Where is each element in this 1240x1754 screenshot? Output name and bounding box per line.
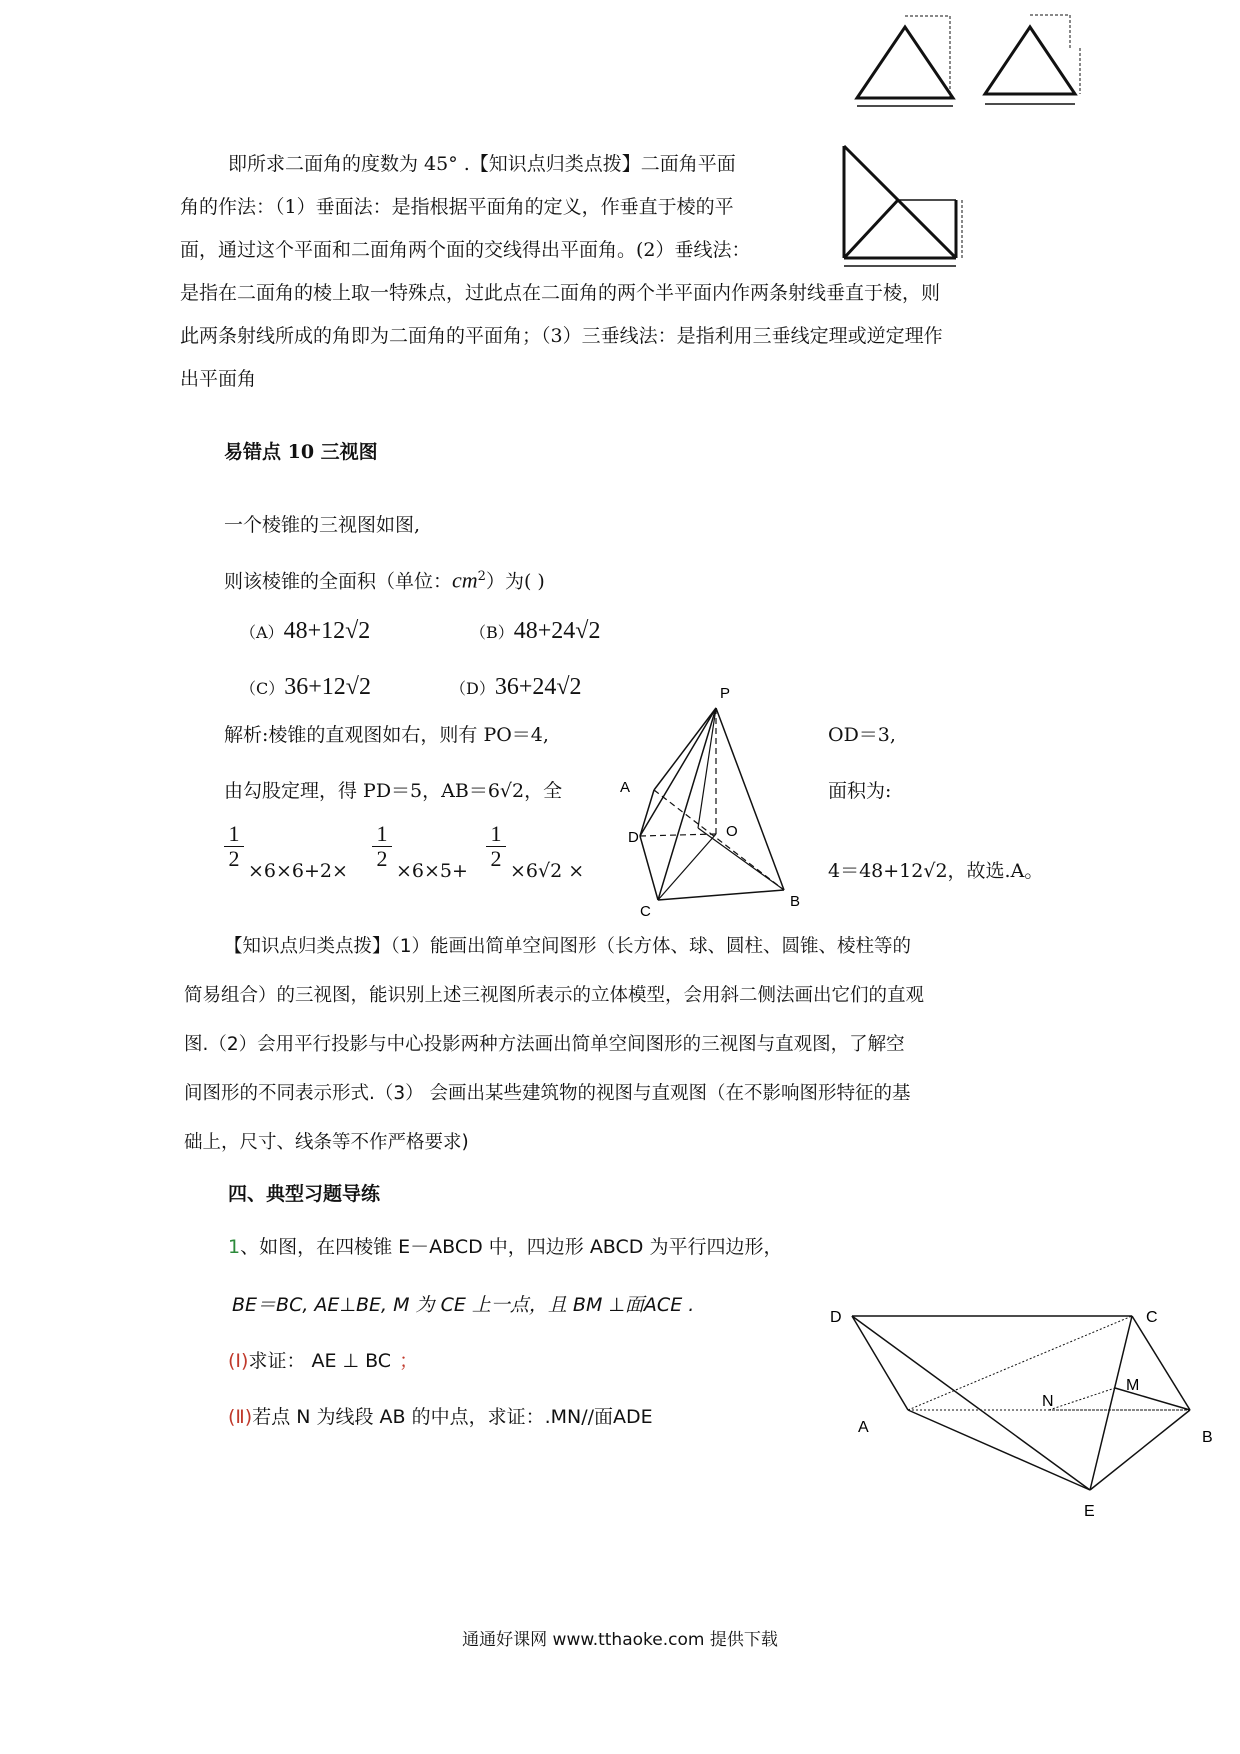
label-p: P (720, 685, 731, 702)
solution-line-3-part-3: ×6√2 × (510, 860, 585, 882)
fraction-2-numerator: 1 (376, 821, 388, 846)
fraction-2-denominator: 2 (376, 846, 388, 871)
top-paragraph-line-3: 面，通过这个平面和二面角两个面的交线得出平面角。(2）垂线法： (180, 239, 751, 261)
top-paragraph-line-5: 此两条射线所成的角即为二面角的平面角；（3）三垂线法：是指利用三垂线定理或逆定理作 (180, 325, 943, 347)
label-m: M (1126, 1377, 1140, 1394)
tips-line-1: 【知识点归类点拨】（1）能画出简单空间图形（长方体、球、圆柱、圆锥、棱柱等的 (224, 936, 912, 957)
option-b-label: （B） (470, 623, 514, 642)
fraction-one-half-3 (486, 822, 506, 871)
option-d-label: （D） (450, 679, 495, 698)
label-d: D (830, 1309, 842, 1326)
question-line-1: 一个棱锥的三视图如图, (224, 514, 421, 536)
part-1-text: 求证： AE ⊥ BC (248, 1350, 392, 1372)
label-e: E (1084, 1503, 1095, 1520)
tips-line-3: 图.（2）会用平行投影与中心投影两种方法画出简单空间图形的三视图与直观图，了解空 (184, 1034, 905, 1055)
top-paragraph-line-4: 是指在二面角的棱上取一特殊点，过此点在二面角的两个半平面内作两条射线垂直于棱，则 (180, 282, 941, 304)
solution-line-3-right: 4＝48+12√2，故选.A。 (828, 860, 1044, 882)
solution-line-2-left: 由勾股定理，得 PD＝5，AB＝6√2，全 (224, 780, 563, 802)
problem-1-part-2 (228, 1396, 653, 1438)
part-1-label: (Ⅰ) (228, 1350, 249, 1372)
option-b (470, 610, 600, 654)
tips-line-4: 间图形的不同表示形式.（3） 会画出某些建筑物的视图与直观图（在不影响图形特征的基 (184, 1083, 911, 1104)
problem-1-part-1 (228, 1340, 418, 1382)
solution-line-3-part-2: ×6×5+ (396, 860, 468, 882)
problem-1-line-1 (228, 1226, 782, 1268)
option-d (450, 666, 582, 710)
solution-line-2-right: 面积为: (828, 780, 892, 802)
top-paragraph-line-2: 角的作法：（1）垂面法：是指根据平面角的定义，作垂直于棱的平 (180, 196, 734, 218)
label-c: C (640, 903, 651, 920)
pyramid-figure (610, 680, 810, 920)
triangle-view-side (975, 12, 1095, 112)
unit-exponent: 2 (477, 569, 486, 584)
option-a-label: （A） (240, 623, 284, 642)
option-c-label: （C） (240, 679, 285, 698)
label-c: C (1146, 1309, 1158, 1326)
fraction-one-half-2 (372, 822, 392, 871)
top-paragraph-line-1: 即所求二面角的度数为 45° .【知识点归类点拨】二面角平面 (228, 153, 736, 175)
triangle-view-front (845, 12, 965, 112)
solution-line-1-right: OD＝3, (828, 724, 896, 746)
page-footer: 通通好课网 www.tthaoke.com 提供下载 (462, 1630, 778, 1650)
top-view-square (838, 140, 968, 270)
top-paragraph-line-6: 出平面角 (180, 368, 257, 390)
option-d-value: 36+24√2 (494, 674, 582, 700)
option-a (240, 610, 370, 654)
tips-line-5: 础上，尺寸、线条等不作严格要求) (184, 1132, 469, 1153)
label-d: D (628, 829, 639, 846)
question-line-2-prefix: 则该棱锥的全面积（单位： (224, 570, 453, 593)
fraction-3-denominator: 2 (490, 846, 502, 871)
option-c-value: 36+12√2 (284, 674, 371, 700)
part-2-text: 若点 N 为线段 AB 的中点，求证：.MN//面ADE (252, 1406, 653, 1428)
pyramid-e-abcd-figure (820, 1290, 1220, 1530)
solution-line-3-part-1: ×6×6+2× (248, 860, 348, 882)
section-10-heading: 易错点 10 三视图 (224, 441, 378, 463)
label-n: N (1042, 1393, 1054, 1410)
option-c (240, 666, 371, 710)
part-2-label: (Ⅱ) (228, 1406, 253, 1428)
question-line-2 (224, 556, 545, 602)
problem-1-line-2: BE＝BC, AE⊥BE, M 为 CE 上一点，且 BM ⊥面ACE . (232, 1294, 695, 1316)
unit-cm: cm (452, 567, 478, 593)
fraction-1-numerator: 1 (228, 821, 240, 846)
problem-1-text: 、如图，在四棱锥 E－ABCD 中，四边形 ABCD 为平行四边形， (240, 1236, 783, 1258)
tips-line-2: 简易组合）的三视图，能识别上述三视图所表示的立体模型，会用斜二侧法画出它们的直观 (184, 985, 925, 1006)
option-a-value: 48+12√2 (283, 618, 371, 644)
fraction-3-numerator: 1 (490, 821, 502, 846)
fraction-1-denominator: 2 (228, 846, 240, 871)
label-o: O (726, 823, 738, 840)
label-b: B (790, 893, 801, 910)
fraction-one-half-1 (224, 822, 244, 871)
label-a: A (620, 779, 631, 796)
question-line-2-suffix: ）为( ) (485, 570, 545, 593)
section-4-heading: 四、典型习题导练 (228, 1183, 381, 1205)
problem-1-number: 1 (228, 1236, 241, 1258)
option-b-value: 48+24√2 (513, 618, 601, 644)
label-b: B (1202, 1429, 1213, 1446)
label-a: A (858, 1419, 869, 1436)
solution-line-1-left: 解析:棱锥的直观图如右，则有 PO＝4, (224, 724, 549, 746)
part-1-end: ； (399, 1350, 419, 1372)
